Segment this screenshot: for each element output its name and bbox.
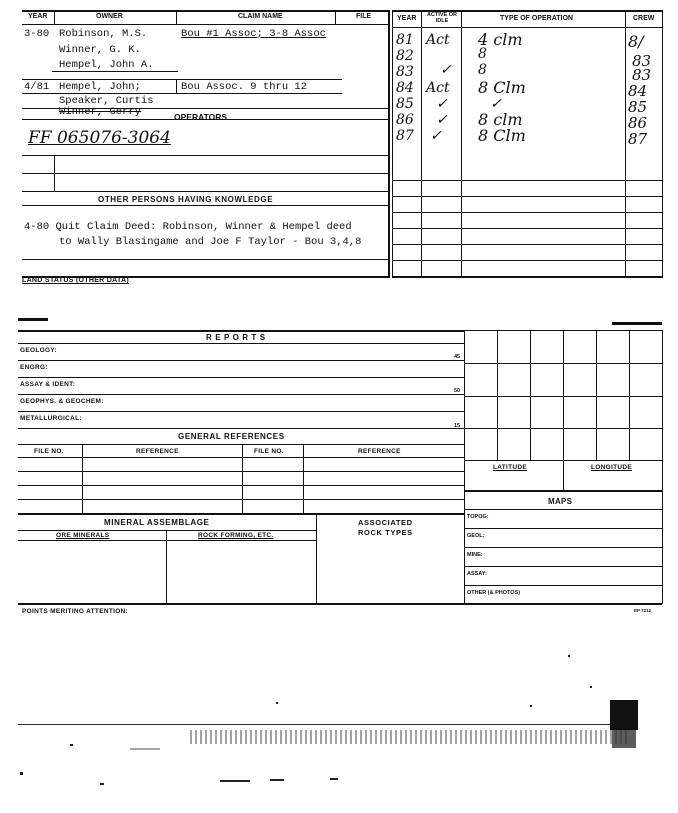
map-row-topog: TOPOG: [467,514,489,520]
rock-forming-label: ROCK FORMING, ETC. [198,532,274,539]
general-references-title: GENERAL REFERENCES [178,432,285,441]
owner-name: Winner, Gerry [59,106,141,118]
land-status-label: LAND STATUS (OTHER DATA) [22,277,130,284]
owner-header: OWNER [96,13,123,20]
type-header: TYPE OF OPERATION [500,15,573,22]
map-row-assay: ASSAY: [467,571,487,577]
report-number: 15 [454,423,461,429]
report-label-geophys: GEOPHYS. & GEOCHEM: [20,398,104,405]
operation-type: 8 Clm [478,126,526,145]
activity-status: ✓ [436,96,448,112]
longitude-label: LONGITUDE [591,464,632,471]
activity-year: 87 [396,128,414,144]
activity-year: 82 [396,48,414,64]
operation-type: 4 clm [478,30,523,49]
latitude-label: LATITUDE [493,464,528,471]
owner-name: Winner, G. K. [59,44,141,56]
claim-name: Bou Assoc. 9 thru 12 [181,81,308,93]
crew-count: 84 [628,82,648,100]
associated-rock-label: ASSOCIATED [358,518,413,527]
ref-header-file-no: FILE NO. [254,448,284,455]
reports-title: R E P O R T S [206,333,266,342]
operation-type: ✓ [490,96,502,112]
file-header: FILE [356,13,372,20]
row-year: 3-80 [24,28,50,40]
operation-type: 8 clm [478,110,523,129]
activity-year: 84 [396,80,414,96]
report-label-metallurgical: METALLURGICAL: [20,415,82,422]
other-persons-note: 4-80 Quit Claim Deed: Robinson, Winner & Hempel deed [24,221,352,233]
operation-type: 8 [478,46,487,62]
claim-name: Bou #1 Assoc; 3-8 Assoc [181,28,326,40]
crew-header: CREW [633,15,655,22]
activity-status: ✓ [430,128,442,144]
ref-header-reference: REFERENCE [358,448,401,455]
other-persons-label: OTHER PERSONS HAVING KNOWLEDGE [98,195,274,204]
operator-handwritten: FF 065076-3064 [28,128,171,148]
associated-rock-label: ROCK TYPES [358,528,413,537]
owner-name: Hempel, John A. [59,59,154,71]
other-persons-note: to Wally Blasingame and Joe F Taylor - Bou 3,4,8 [59,236,362,248]
points-meriting-attention-label: POINTS MERITING ATTENTION: [22,608,129,615]
owner-name: Hempel, John; [59,81,141,93]
mineral-assemblage-title: MINERAL ASSEMBLAGE [104,518,210,527]
activity-status: Act [426,32,450,48]
owner-name: Robinson, M.S. [59,28,148,40]
crew-count: 87 [628,130,648,148]
crew-count: 83 [632,66,652,84]
crew-count: 86 [628,114,648,132]
activity-year: 83 [396,64,414,80]
operation-type: 8 Clm [478,78,526,97]
report-label-engrg: ENGRG: [20,364,48,371]
maps-label: MAPS [548,497,573,506]
map-row-geol: GEOL: [467,533,485,539]
report-number: 50 [454,388,461,394]
ref-header-reference: REFERENCE [136,448,179,455]
row-year: 4/81 [24,81,50,93]
activity-year: 86 [396,112,414,128]
ref-header-file-no: FILE NO. [34,448,64,455]
crew-count: 85 [628,98,648,116]
activity-status: ✓ [436,112,448,128]
crew-count: 8/ [628,32,644,51]
report-label-geology: GEOLOGY: [20,347,57,354]
activity-year: 85 [396,96,414,112]
form-number: EP 7212 [634,608,652,613]
crew-count: 83 [632,52,652,70]
activity-year: 81 [396,32,414,48]
report-number: 45 [454,354,461,360]
activity-status: ✓ [440,62,452,78]
active-idle-header: ACTIVE OR IDLE [427,12,457,24]
owner-name: Speaker, Curtis [59,95,154,107]
map-row-mine: MINE: [467,552,483,558]
year-header: YEAR [28,13,48,20]
report-label-assay: ASSAY & IDENT: [20,381,76,388]
map-row-other: OTHER (& PHOTOS) [467,590,521,596]
operation-type: 8 [478,62,487,78]
activity-status: Act [426,80,450,96]
operators-label: OPERATORS [174,112,228,122]
claim-name-header: CLAIM NAME [238,13,283,20]
year-header: YEAR [397,15,417,22]
ore-minerals-label: ORE MINERALS [56,532,110,539]
